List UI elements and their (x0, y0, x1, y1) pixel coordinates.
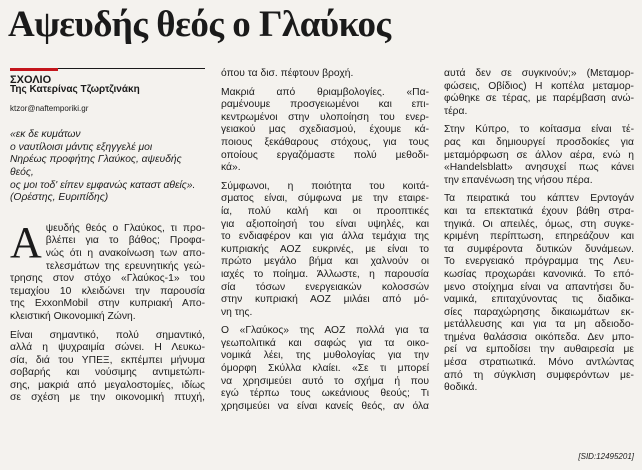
text-line: ία, πολύ καλή και οι προοπτικές (221, 205, 429, 217)
paragraph (10, 330, 205, 406)
text-line: ψευδής θεός ο Γλαύκος, τι προ- (45, 222, 205, 234)
text-line: νώς ότι η ανακοίνωση των απο- (45, 247, 205, 259)
text-line: το ενδιαφέρον και για άλλα τεμάχια της (221, 231, 429, 243)
text-line: νομικά λέει, της μυθολογίας για την (221, 350, 429, 362)
text-line: και τα επεκτατικά έχουν βάθη στρα- (444, 205, 634, 217)
text-line: Τα πειρατικά του κάπτεν Ερντογάν (444, 193, 634, 205)
text-line: οποίους εργαζόμαστε πολύ μεθοδι- (221, 149, 429, 161)
text-line: κλειστική Οικονομική Ζώνη. (10, 310, 136, 322)
text-line: Είναι σημαντικό, πολύ σημαντικό, (10, 329, 205, 341)
text-line: μετάλλευσης και για τα μη αδειοδο- (444, 319, 634, 331)
text-line: εγώ τέρπω τους ωκεάνιους θεούς; Τι (221, 388, 429, 400)
text-line: Στην Κύπρο, το κοίτασμα είναι τέ- (444, 124, 634, 136)
drop-cap: Α (10, 217, 42, 267)
text-line: στην κυπριακή ΑΟΖ μιλάει από μό- (221, 294, 429, 306)
text-line: σίες παραχώρησης δικαιωμάτων εκ- (444, 306, 634, 318)
intro-paragraph (10, 217, 205, 324)
text-line: τηγικά. Οι απειλές, όμως, στη συγκε- (444, 218, 634, 230)
text-line: νη της. (221, 306, 253, 318)
text-line: αλλά η ψυχραιμία σώνει. Η Λευκω- (10, 342, 205, 354)
author-email: ktzor@naftemporiki.gr (10, 103, 89, 113)
text-line: Μακριά από θριαμβολογίες. «Πα- (221, 86, 429, 98)
quote-line: Νηρέως προφήτης Γλαύκος, αψευδής (10, 154, 182, 166)
text-line: σε σχέση με την οικονομική πτυχή, (10, 392, 205, 404)
text-line: γεωπολιτικά και σαφώς για τα οικο- (221, 337, 429, 349)
text-line: όμορφη Σκύλλα κλαίει. «Σε τι μπορεί (221, 363, 429, 375)
text-line: Σύμφωνοι, η ποιότητα του κοιτά- (221, 180, 429, 192)
text-line: σοβαρής και νούσιμης αντιμετώπι- (10, 367, 205, 379)
text-line: σης, μακριά από μεγαλοστομίες, ιδίως (10, 379, 205, 391)
text-line: γειακού μας σχεδιασμού, έχουμε κά- (221, 124, 429, 136)
paragraph (221, 68, 429, 81)
paragraph (221, 181, 429, 320)
text-line: ναμικά, επιταχύνοντας τις διαδικα- (444, 294, 634, 306)
text-line: τεμαχίου 10 κλειδώνει την παρουσία (10, 285, 205, 297)
rubric-red-bar (10, 68, 58, 71)
text-line: Ο «Γλαύκος» της ΑΟΖ πολλά για τα (221, 325, 429, 337)
text-line: σία, διά του ΥΠΕΞ, εκπέμπει μήνυμα (10, 354, 205, 366)
text-line: σματος είναι, σύμφωνα με την εταιρε- (221, 193, 429, 205)
text-line: την επανένωση της νήσου πέρα. (444, 174, 593, 186)
text-line: όπου τα δισ. πέφτουν βροχή. (221, 68, 354, 79)
text-line: τημένα θαλάσσια οικόπεδα. Δεν μπο- (444, 331, 634, 343)
text-line: τα συμφέροντα δυτικών δυνάμεων. (444, 243, 634, 255)
text-line: Το ενεργειακό πρόγραμμα της Λευ- (444, 256, 634, 268)
text-line: σία τόσων ενεργειακών κολοσσών (221, 281, 429, 293)
text-line: για αξιοποίησή του είναι υψηλές, και (221, 218, 429, 230)
paragraph (221, 87, 429, 175)
text-line: μεταμόρφωση σε άλλον αέρα, ενώ η (444, 149, 634, 161)
author-byline: Της Κατερίνας Τζωρτζινάκη (10, 84, 140, 95)
text-line: θοδικά. (444, 382, 478, 394)
quote-line: ος μοι τοδ' είπεν εμφανώς καταστ αθείς». (10, 179, 196, 191)
paragraph (444, 68, 634, 118)
text-line: κυπριακής ΑΟΖ ευκρινές, με είναι το (221, 243, 429, 255)
text-line: από τη σύγκλιση συμφερόντων με- (444, 369, 634, 381)
text-line: ποιους ξεκάθαρους στόχους, για τους (221, 136, 429, 148)
column-1 (10, 68, 205, 405)
text-line: τέρα. (444, 105, 468, 117)
text-line: τρησης στον στόχο «Γλαύκος-1» του (10, 273, 205, 285)
paragraph (444, 193, 634, 395)
quote-line: «εκ δε κυμάτων (10, 129, 81, 141)
text-line: μενο στοίχημα είναι να απαντήσει δυ- (444, 281, 634, 293)
rubric-label: ΣΧΟΛΙΟ (10, 74, 52, 86)
quote-line: ο ναυτίλοισι μάντις εξηγγελέ μοι (10, 141, 153, 153)
text-line: πρώτο μεγάλο βήμα και χαλνούν οι (221, 256, 429, 268)
text-line: κριμένη περίπτωση, επηρεάζουν και (444, 231, 634, 243)
article-title: Αψευδής θεός ο Γλαύκος (8, 4, 391, 45)
source-id: [SID:12495201] (578, 452, 634, 461)
quote-line: (Ορέστης, Ευριπίδης) (10, 192, 109, 204)
text-line: τελεσμάτων της ερευνητικής γεώ- (45, 260, 205, 272)
text-line: κά». (221, 162, 241, 174)
text-line: ραμένουμε προσγειωμένοι και επι- (221, 99, 429, 111)
text-line: κωσίας προχωράει κανονικά. Το επό- (444, 268, 634, 280)
rubric-header (10, 68, 205, 84)
text-line: φώσεις, Οβίδιος) Η κοπέλα μεταμορ- (444, 80, 634, 92)
text-line: ρεί να εμποδίσει την αυθαιρεσία με (444, 344, 634, 356)
paragraph (444, 124, 634, 187)
text-line: κεντρωμένοι στην υλοποίηση του ενερ- (221, 111, 429, 123)
paragraph (221, 325, 429, 413)
text-line: μέσα στρατιωτικά. Μόνο αντλώντας (444, 357, 634, 369)
text-line: «Handelsblatt» ανησυχεί πως κάνει (444, 162, 634, 174)
text-line: της ExxonMobil στην κυπριακή Απο- (10, 298, 205, 310)
text-line: ιαχές το ποίημα. Άλλωστε, η παρουσία (221, 268, 429, 280)
text-line: αυτά δεν σε συγκινούν;» (Μεταμορ- (444, 68, 634, 79)
column-3 (444, 68, 634, 395)
text-line: βλέπει για το βάθος; Προφα- (45, 235, 205, 247)
text-line: χρησιμεύει να είναι κανείς θεός, αν όλα (221, 400, 429, 412)
text-line: ρας και δημιουργεί προσδοκίες για (444, 136, 634, 148)
quote-line: θεός, (10, 166, 34, 178)
text-line: να χρησιμεύει αυτό το σχήμα ή που (221, 375, 429, 387)
text-line: φώθηκε σε τέρας, με παρέμβαση ανώ- (444, 93, 634, 105)
column-2 (221, 68, 429, 413)
epigraph-quote (10, 129, 205, 205)
